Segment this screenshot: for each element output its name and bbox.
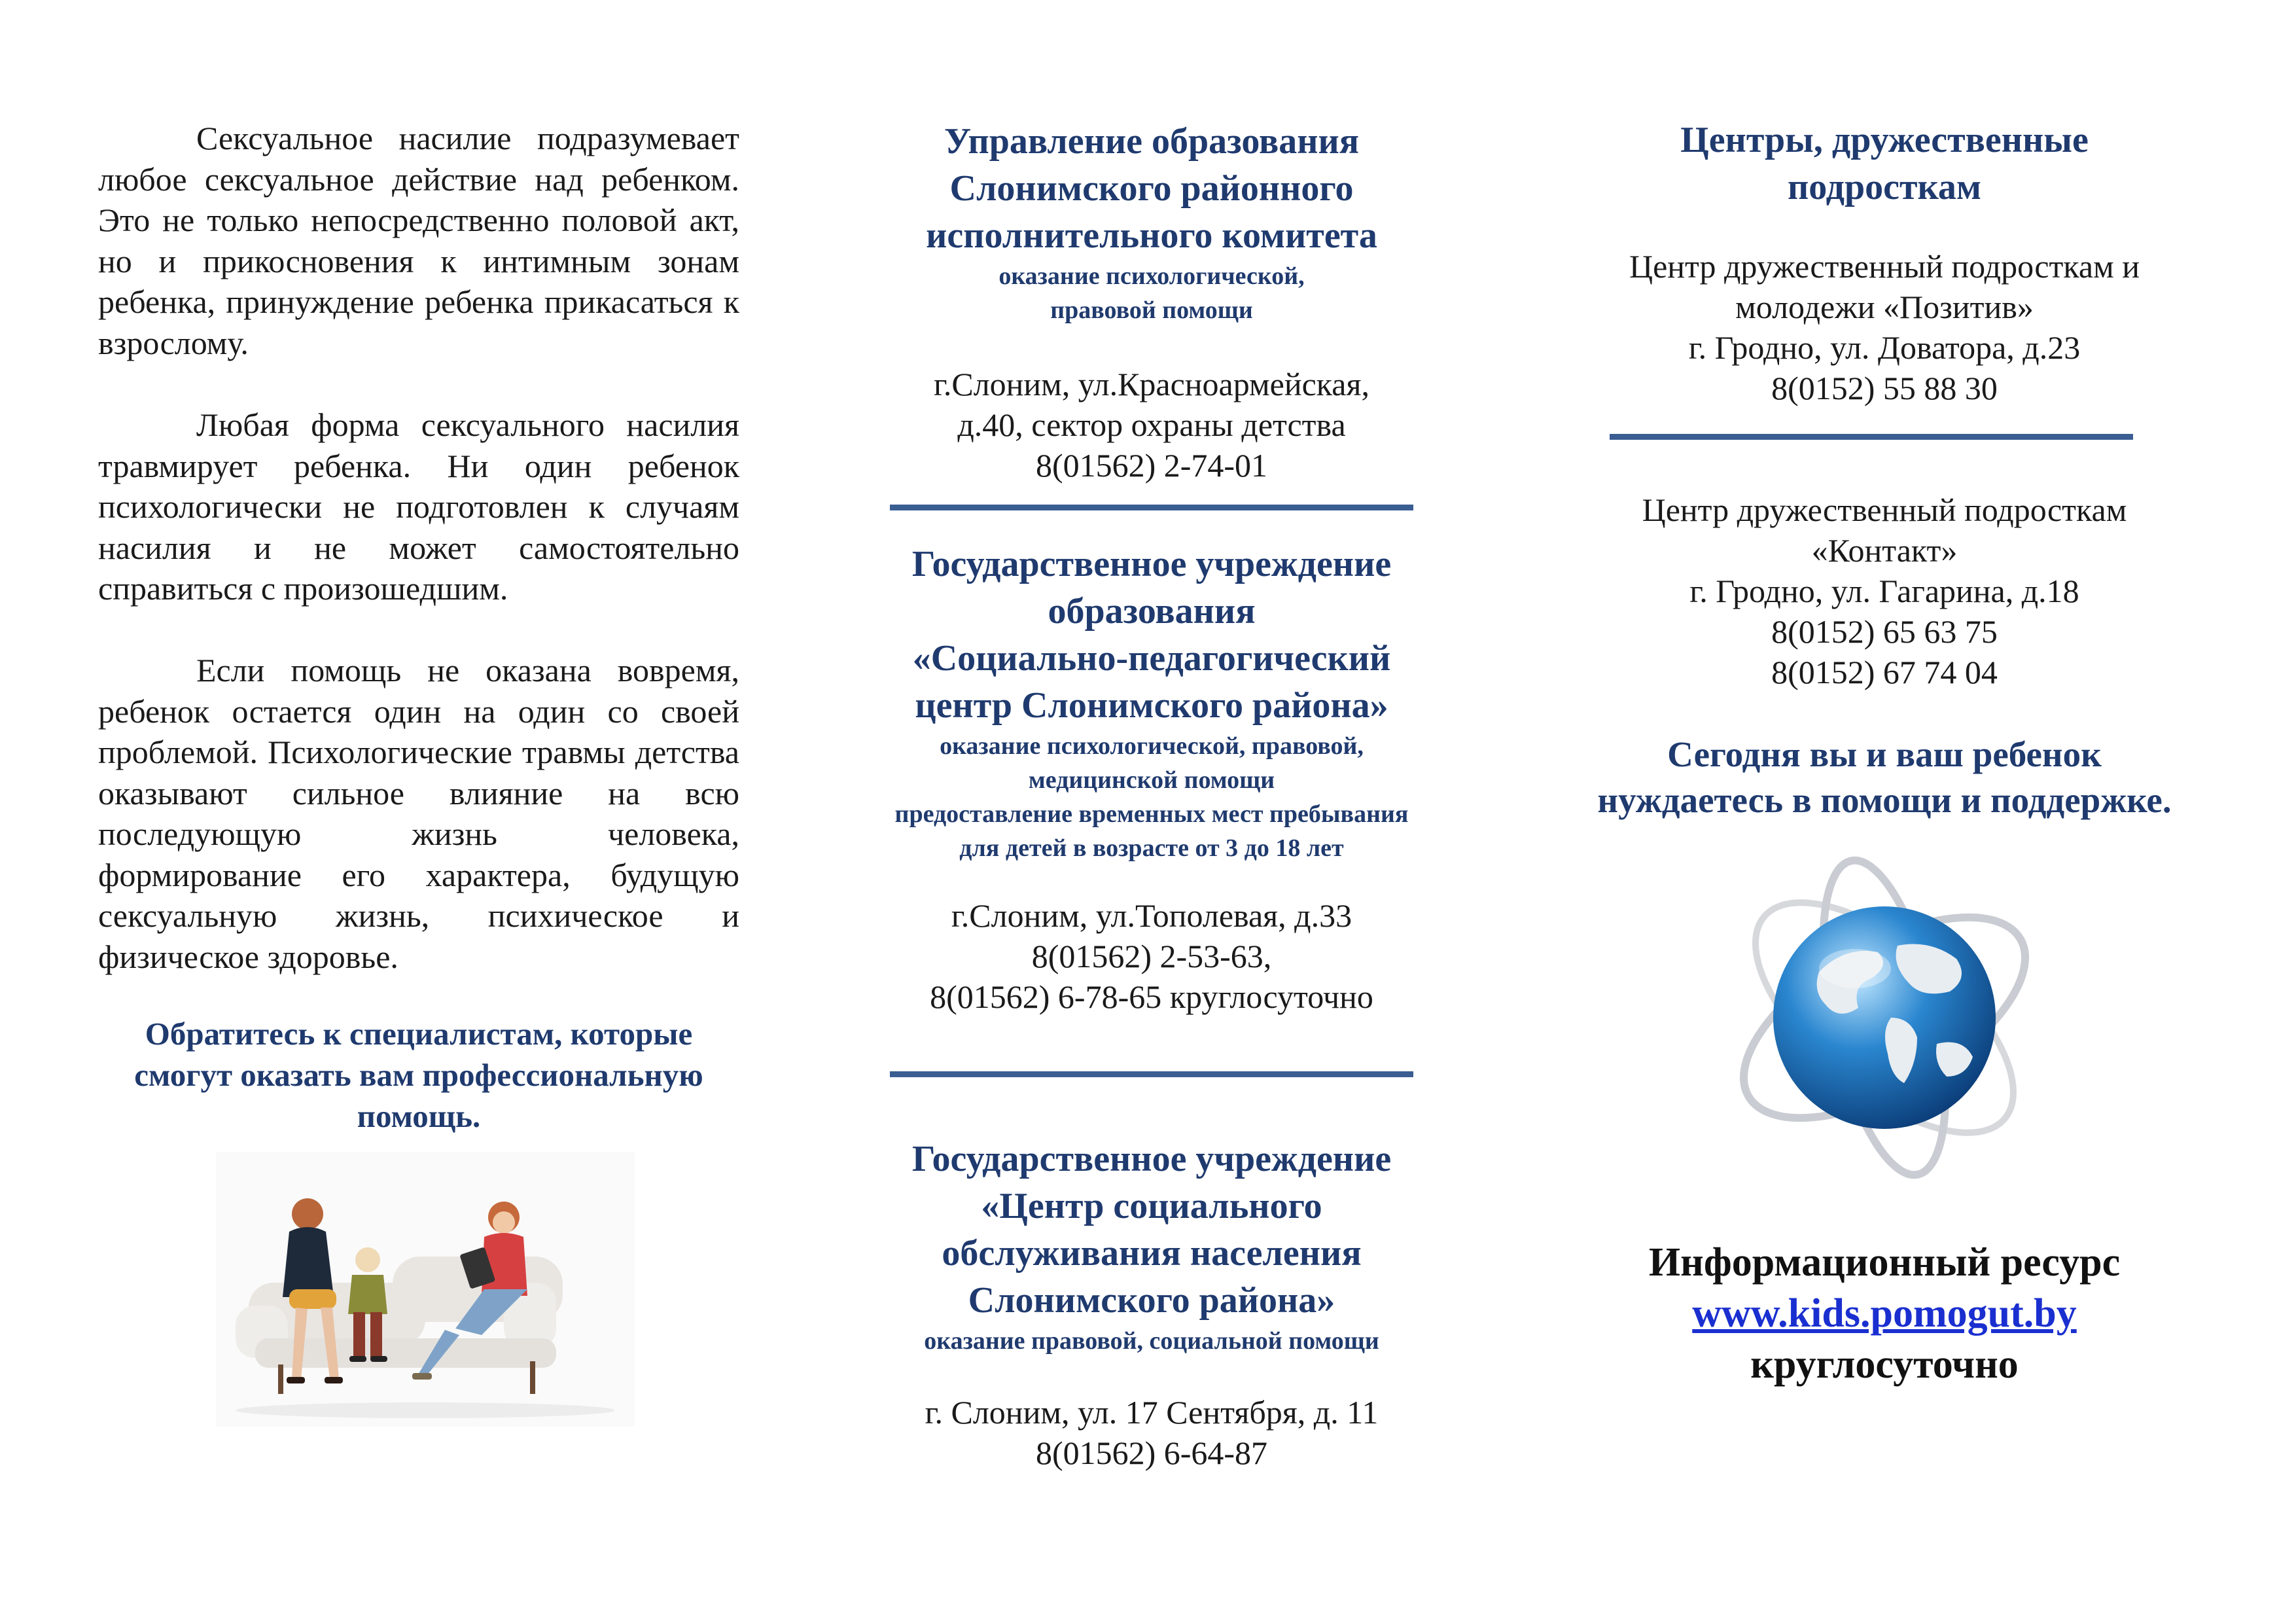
org-education-department xyxy=(831,118,1472,486)
org-title: Управление образования Слонимского районного исполнительного комитета xyxy=(926,121,1377,256)
divider xyxy=(890,505,1413,510)
kids-pomogut-link[interactable]: www.kids.pomogut.by xyxy=(1692,1291,2077,1336)
org-title: Государственное учреждение образования «Социально-педагогический центр Слонимского района» xyxy=(911,544,1392,726)
section-title: Центры, дружественные подросткам xyxy=(1680,120,2089,207)
center-positive: Центр дружественный подросткам и молодежи «Позитив» г. Гродно, ул. Доватора, д.23 8(0152) 55 88 30 xyxy=(1629,248,2140,406)
paragraph-definition: Сексуальное насилие подразумевает любое сексуальное действие над ребенком. Это не только непосредственно половой акт, но и прикосновения к интимным зонам ребенка, принуждение ребенка прикасаться к взрослому. xyxy=(98,120,739,361)
org-address: г. Слоним, ул. 17 Сентября, д. 11 8(01562) 6-64-87 xyxy=(925,1394,1379,1471)
globe-icon xyxy=(1714,847,2055,1188)
paragraph-trauma: Любая форма сексуального насилия травмирует ребенка. Ни один ребенок психологически не подготовлен к случаям насилия и не может самостоятельно справиться с произошедшим. xyxy=(98,406,739,607)
support-call: Сегодня вы и ваш ребенок нуждаетесь в помощи и поддержке. xyxy=(1597,734,2172,820)
divider xyxy=(890,1071,1413,1077)
org-services: оказание психологической, правовой помощи xyxy=(998,262,1305,324)
info-resource: Информационный ресурс www.kids.pomogut.by круглосуточно xyxy=(1648,1240,2121,1387)
org-address: г.Слоним, ул.Красноармейская, д.40, сектор охраны детства 8(01562) 2-74-01 xyxy=(933,366,1369,484)
center-contact: Центр дружественный подросткам «Контакт» г. Гродно, ул. Гагарина, д.18 8(0152) 65 63 75 8(0152) 67 74 04 xyxy=(1642,491,2127,690)
family-counseling-illustration xyxy=(216,1152,635,1427)
org-address: г.Слоним, ул.Тополевая, д.33 8(01562) 2-53-63, 8(01562) 6-78-65 круглосуточно xyxy=(930,897,1373,1015)
org-title: Государственное учреждение «Центр социального обслуживания населения Слонимского района» xyxy=(911,1139,1392,1321)
org-services: оказание правовой, социальной помощи xyxy=(924,1327,1379,1355)
call-to-action: Обратитесь к специалистам, которые смогут оказать вам профессиональную помощь. xyxy=(134,1016,703,1134)
org-social-pedagogical-center xyxy=(831,541,1472,1017)
paragraph-consequences: Если помощь не оказана вовремя, ребенок остается один на один со своей проблемой. Психологические травмы детства оказывают сильное влияние на всю последующую жизнь человека, формирование его характера, будущую сексуальную жизнь, психическое и физическое здоровье. xyxy=(98,652,739,975)
divider xyxy=(1610,434,2133,440)
org-social-services-center xyxy=(831,1135,1472,1473)
org-services: оказание психологической, правовой, медицинской помощи предоставление временных мест пребывания для детей в возрасте от 3 до 18 лет xyxy=(894,732,1409,862)
